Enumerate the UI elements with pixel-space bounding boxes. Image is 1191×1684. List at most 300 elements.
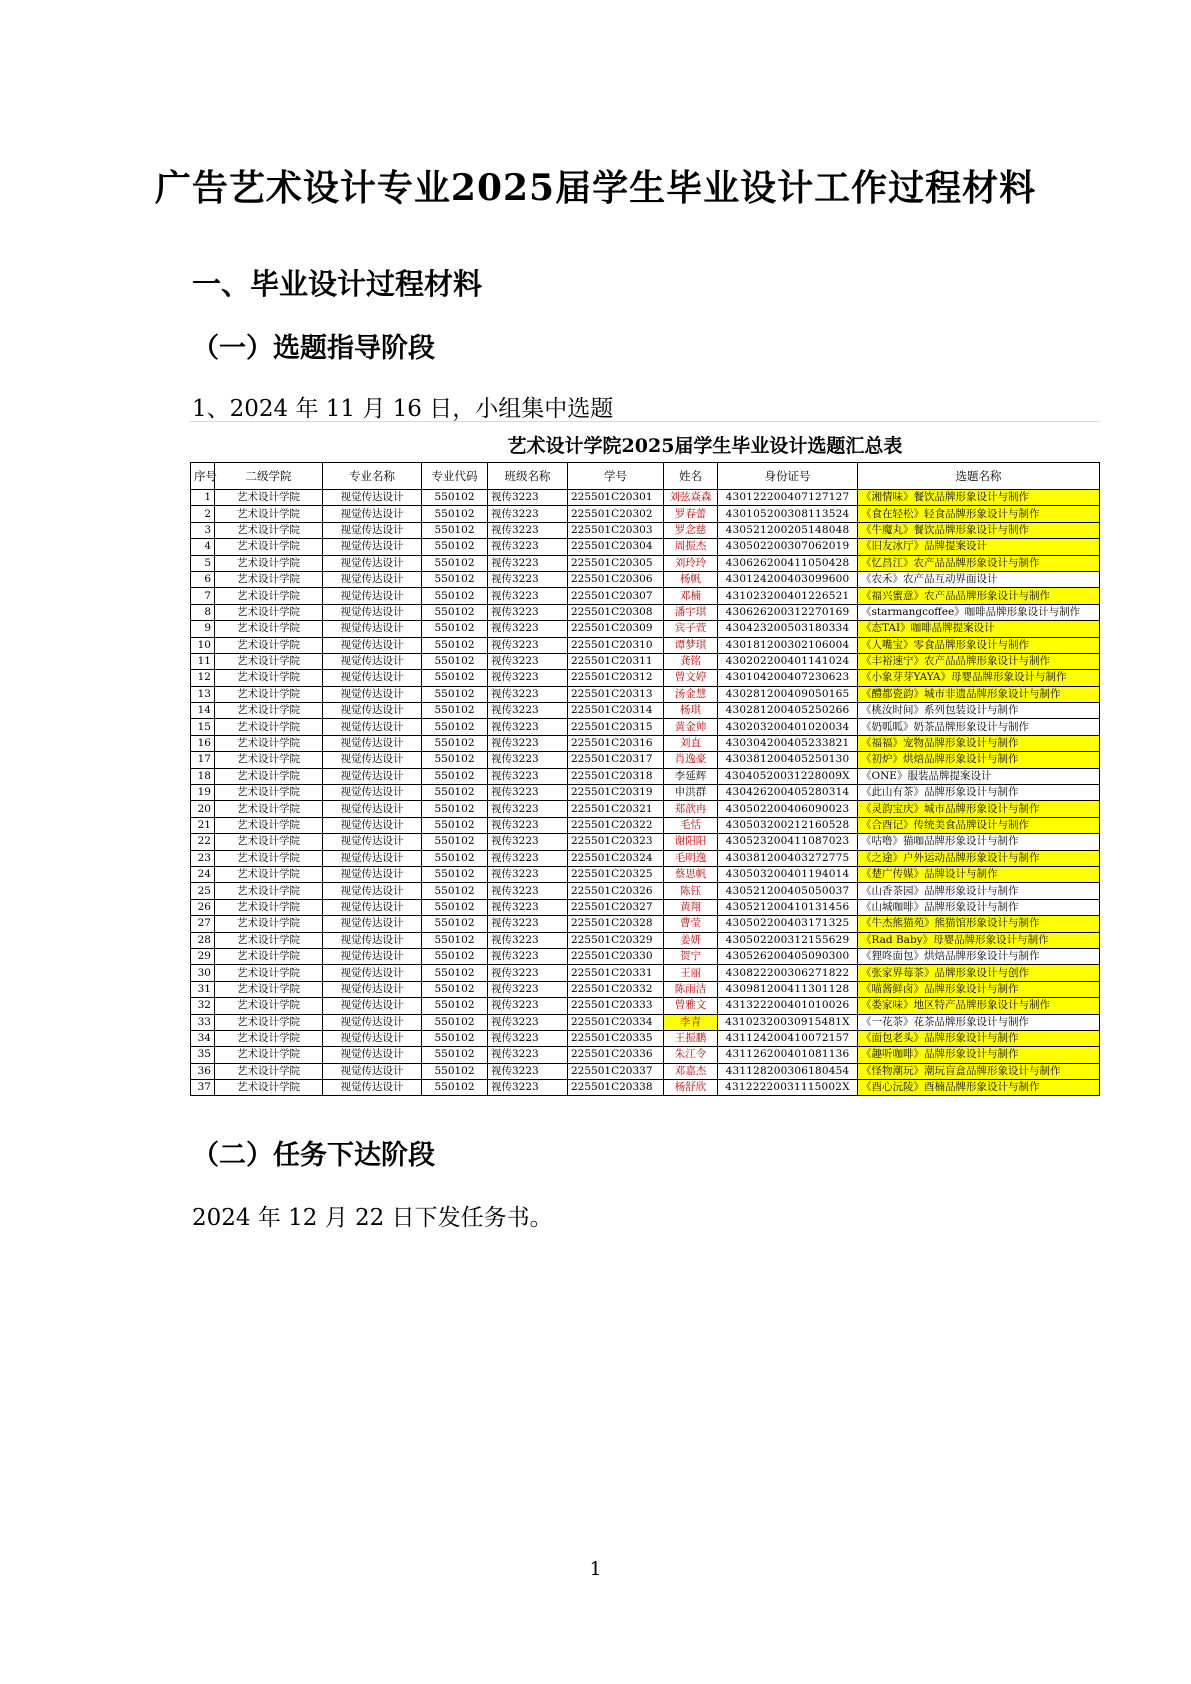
cell-name: 肖逸豪 (664, 752, 718, 768)
header-major: 专业名称 (323, 463, 422, 490)
cell-student-id: 225501C20305 (568, 555, 664, 571)
cell-class: 视传3223 (488, 834, 568, 850)
cell-id-number: 431023200401226521 (718, 588, 858, 604)
cell-no: 1 (191, 490, 215, 506)
cell-topic: 《喵酱鲜卤》品牌形象设计与制作 (858, 981, 1100, 997)
cell-no: 31 (191, 981, 215, 997)
cell-student-id: 225501C20327 (568, 899, 664, 915)
cell-major-code: 550102 (422, 686, 488, 702)
cell-class: 视传3223 (488, 588, 568, 604)
cell-college: 艺术设计学院 (215, 768, 323, 784)
cell-topic: 《ONE》服装品牌提案设计 (858, 768, 1100, 784)
cell-major: 视觉传达设计 (323, 539, 422, 555)
table-row (191, 703, 1100, 719)
cell-class: 视传3223 (488, 686, 568, 702)
cell-student-id: 225501C20323 (568, 834, 664, 850)
cell-student-id: 225501C20308 (568, 604, 664, 620)
cell-college: 艺术设计学院 (215, 490, 323, 506)
cell-no: 14 (191, 703, 215, 719)
section-heading-1: 一、毕业设计过程材料 (192, 267, 483, 301)
cell-major: 视觉传达设计 (323, 850, 422, 866)
cell-class: 视传3223 (488, 801, 568, 817)
cell-major: 视觉传达设计 (323, 1063, 422, 1079)
cell-student-id: 225501C20313 (568, 686, 664, 702)
sheet-top-border (190, 421, 1100, 422)
cell-major: 视觉传达设计 (323, 703, 422, 719)
cell-no: 9 (191, 621, 215, 637)
table-row (191, 834, 1100, 850)
cell-major-code: 550102 (422, 998, 488, 1014)
cell-name: 罗念慈 (664, 522, 718, 538)
cell-class: 视传3223 (488, 899, 568, 915)
cell-no: 22 (191, 834, 215, 850)
cell-no: 30 (191, 965, 215, 981)
cell-no: 32 (191, 998, 215, 1014)
cell-college: 艺术设计学院 (215, 850, 323, 866)
cell-college: 艺术设计学院 (215, 948, 323, 964)
cell-major: 视觉传达设计 (323, 490, 422, 506)
cell-no: 18 (191, 768, 215, 784)
table-row (191, 981, 1100, 997)
header-class: 班级名称 (488, 463, 568, 490)
cell-no: 7 (191, 588, 215, 604)
cell-major-code: 550102 (422, 490, 488, 506)
cell-major: 视觉传达设计 (323, 1080, 422, 1096)
cell-student-id: 225501C20309 (568, 621, 664, 637)
cell-id-number: 430124200403099600 (718, 571, 858, 587)
cell-name: 杨帆 (664, 571, 718, 587)
cell-name: 汤金慧 (664, 686, 718, 702)
cell-no: 10 (191, 637, 215, 653)
table-row (191, 817, 1100, 833)
cell-class: 视传3223 (488, 703, 568, 719)
cell-student-id: 225501C20338 (568, 1080, 664, 1096)
cell-topic: 《福福》宠物品牌形象设计与制作 (858, 735, 1100, 751)
cell-college: 艺术设计学院 (215, 1014, 323, 1030)
cell-college: 艺术设计学院 (215, 522, 323, 538)
table-row (191, 752, 1100, 768)
cell-topic: 《桃汝时间》系列包装设计与制作 (858, 703, 1100, 719)
cell-major-code: 550102 (422, 866, 488, 882)
cell-major-code: 550102 (422, 621, 488, 637)
cell-name: 姜妍 (664, 932, 718, 948)
cell-class: 视传3223 (488, 1014, 568, 1030)
cell-major-code: 550102 (422, 703, 488, 719)
cell-name: 贺宁 (664, 948, 718, 964)
cell-student-id: 225501C20319 (568, 785, 664, 801)
cell-major: 视觉传达设计 (323, 653, 422, 669)
cell-name: 蔡思帆 (664, 866, 718, 882)
header-college: 二级学院 (215, 463, 323, 490)
cell-topic: 《福兴蜜意》农产品品牌形象设计与制作 (858, 588, 1100, 604)
cell-major: 视觉传达设计 (323, 506, 422, 522)
cell-name: 毛恬 (664, 817, 718, 833)
cell-topic: 《此山有茶》品牌形象设计与制作 (858, 785, 1100, 801)
cell-topic: 《农禾》农产品互动界面设计 (858, 571, 1100, 587)
cell-topic: 《山香茶园》品牌形象设计与制作 (858, 883, 1100, 899)
cell-topic: 《一花茶》花茶品牌形象设计与制作 (858, 1014, 1100, 1030)
cell-topic: 《之途》户外运动品牌形象设计与制作 (858, 850, 1100, 866)
cell-student-id: 225501C20326 (568, 883, 664, 899)
cell-student-id: 225501C20330 (568, 948, 664, 964)
cell-student-id: 225501C20311 (568, 653, 664, 669)
cell-class: 视传3223 (488, 1047, 568, 1063)
cell-college: 艺术设计学院 (215, 604, 323, 620)
cell-major: 视觉传达设计 (323, 932, 422, 948)
cell-topic: 《忆昌江》农产品品牌形象设计与制作 (858, 555, 1100, 571)
cell-major-code: 550102 (422, 539, 488, 555)
topic-summary-sheet (190, 421, 1100, 1101)
cell-class: 视传3223 (488, 571, 568, 587)
cell-college: 艺术设计学院 (215, 621, 323, 637)
table-row (191, 686, 1100, 702)
cell-no: 12 (191, 670, 215, 686)
cell-id-number: 430381200403272775 (718, 850, 858, 866)
cell-class: 视传3223 (488, 998, 568, 1014)
cell-college: 艺术设计学院 (215, 506, 323, 522)
cell-student-id: 225501C20314 (568, 703, 664, 719)
cell-name: 曾文婷 (664, 670, 718, 686)
cell-id-number: 431322200401010026 (718, 998, 858, 1014)
cell-class: 视传3223 (488, 1080, 568, 1096)
cell-major: 视觉传达设计 (323, 1014, 422, 1030)
cell-class: 视传3223 (488, 637, 568, 653)
cell-name: 宾子萱 (664, 621, 718, 637)
cell-student-id: 225501C20325 (568, 866, 664, 882)
table-row (191, 571, 1100, 587)
cell-major: 视觉传达设计 (323, 866, 422, 882)
cell-college: 艺术设计学院 (215, 1047, 323, 1063)
header-no: 序号 (191, 463, 215, 490)
cell-student-id: 225501C20301 (568, 490, 664, 506)
cell-major-code: 550102 (422, 1030, 488, 1046)
cell-topic: 《Rad Baby》母婴品牌形象设计与制作 (858, 932, 1100, 948)
cell-topic: 《小象芽芽YAYA》母婴品牌形象设计与制作 (858, 670, 1100, 686)
cell-college: 艺术设计学院 (215, 539, 323, 555)
cell-class: 视传3223 (488, 768, 568, 784)
cell-no: 24 (191, 866, 215, 882)
cell-student-id: 225501C20317 (568, 752, 664, 768)
cell-class: 视传3223 (488, 719, 568, 735)
cell-major: 视觉传达设计 (323, 752, 422, 768)
cell-no: 13 (191, 686, 215, 702)
cell-major: 视觉传达设计 (323, 522, 422, 538)
cell-college: 艺术设计学院 (215, 785, 323, 801)
cell-name: 刘玲玲 (664, 555, 718, 571)
cell-name: 谭梦琪 (664, 637, 718, 653)
cell-class: 视传3223 (488, 670, 568, 686)
topic-summary-table (190, 462, 1100, 1096)
cell-major: 视觉传达设计 (323, 571, 422, 587)
cell-major-code: 550102 (422, 932, 488, 948)
cell-student-id: 225501C20332 (568, 981, 664, 997)
cell-student-id: 225501C20312 (568, 670, 664, 686)
cell-name: 朱江令 (664, 1047, 718, 1063)
cell-id-number: 430502200403171325 (718, 916, 858, 932)
table-row (191, 850, 1100, 866)
cell-major: 视觉传达设计 (323, 1030, 422, 1046)
cell-class: 视传3223 (488, 866, 568, 882)
cell-student-id: 225501C20322 (568, 817, 664, 833)
cell-no: 11 (191, 653, 215, 669)
cell-class: 视传3223 (488, 981, 568, 997)
cell-class: 视传3223 (488, 653, 568, 669)
document-title: 广告艺术设计专业2025届学生毕业设计工作过程材料 (154, 167, 1037, 209)
cell-no: 20 (191, 801, 215, 817)
cell-id-number: 430521200410131456 (718, 899, 858, 915)
cell-id-number: 430304200405233821 (718, 735, 858, 751)
table-row (191, 1063, 1100, 1079)
cell-name: 龚铭 (664, 653, 718, 669)
cell-name: 曹莹 (664, 916, 718, 932)
cell-major: 视觉传达设计 (323, 948, 422, 964)
cell-id-number: 430822200306271822 (718, 965, 858, 981)
cell-student-id: 225501C20321 (568, 801, 664, 817)
cell-no: 23 (191, 850, 215, 866)
cell-college: 艺术设计学院 (215, 735, 323, 751)
cell-college: 艺术设计学院 (215, 1030, 323, 1046)
cell-no: 21 (191, 817, 215, 833)
cell-major-code: 550102 (422, 801, 488, 817)
table-row (191, 1014, 1100, 1030)
cell-name: 刘直 (664, 735, 718, 751)
table-row (191, 637, 1100, 653)
cell-id-number: 43102320030915481X (718, 1014, 858, 1030)
cell-id-number: 430981200411301128 (718, 981, 858, 997)
cell-major: 视觉传达设计 (323, 735, 422, 751)
cell-id-number: 431126200401081136 (718, 1047, 858, 1063)
cell-name: 李延辉 (664, 768, 718, 784)
table-row (191, 768, 1100, 784)
cell-major-code: 550102 (422, 604, 488, 620)
table-row (191, 1030, 1100, 1046)
cell-name: 邓楠 (664, 588, 718, 604)
table-row (191, 998, 1100, 1014)
cell-topic: 《面包老头》品牌形象设计与制作 (858, 1030, 1100, 1046)
cell-major: 视觉传达设计 (323, 785, 422, 801)
cell-name: 谢阳阳 (664, 834, 718, 850)
header-topic: 选题名称 (858, 463, 1100, 490)
cell-no: 37 (191, 1080, 215, 1096)
cell-major-code: 550102 (422, 850, 488, 866)
cell-topic: 《张家界莓茶》品牌形象设计与创作 (858, 965, 1100, 981)
cell-no: 6 (191, 571, 215, 587)
cell-topic: 《酉心沅陵》酉楠品牌形象设计与制作 (858, 1080, 1100, 1096)
cell-id-number: 430521200405050037 (718, 883, 858, 899)
cell-topic: 《旧友冰厅》品牌提案设计 (858, 539, 1100, 555)
cell-major: 视觉传达设计 (323, 555, 422, 571)
cell-student-id: 225501C20329 (568, 932, 664, 948)
cell-id-number: 430122200407127127 (718, 490, 858, 506)
cell-no: 25 (191, 883, 215, 899)
cell-major-code: 550102 (422, 916, 488, 932)
cell-college: 艺术设计学院 (215, 670, 323, 686)
cell-major-code: 550102 (422, 1063, 488, 1079)
cell-id-number: 43122220031115002X (718, 1080, 858, 1096)
cell-topic: 《咕噜》猫咖品牌形象设计与制作 (858, 834, 1100, 850)
cell-topic: 《楚广传媒》品牌设计与制作 (858, 866, 1100, 882)
cell-major-code: 550102 (422, 1080, 488, 1096)
cell-topic: 《态TAI》咖啡品牌提案设计 (858, 621, 1100, 637)
cell-class: 视传3223 (488, 817, 568, 833)
page-number: 1 (589, 1558, 602, 1580)
cell-college: 艺术设计学院 (215, 817, 323, 833)
cell-id-number: 431124200410072157 (718, 1030, 858, 1046)
cell-id-number: 43040520031228009X (718, 768, 858, 784)
cell-major-code: 550102 (422, 899, 488, 915)
cell-college: 艺术设计学院 (215, 932, 323, 948)
cell-class: 视传3223 (488, 539, 568, 555)
cell-student-id: 225501C20304 (568, 539, 664, 555)
cell-major-code: 550102 (422, 1014, 488, 1030)
cell-student-id: 225501C20307 (568, 588, 664, 604)
cell-id-number: 430104200407230623 (718, 670, 858, 686)
cell-id-number: 430502200406090023 (718, 801, 858, 817)
cell-student-id: 225501C20315 (568, 719, 664, 735)
cell-name: 杨舒欣 (664, 1080, 718, 1096)
cell-id-number: 430526200405090300 (718, 948, 858, 964)
cell-major: 视觉传达设计 (323, 883, 422, 899)
table-row (191, 604, 1100, 620)
cell-major-code: 550102 (422, 965, 488, 981)
cell-class: 视传3223 (488, 932, 568, 948)
cell-topic: 《怪物潮玩》潮玩盲盒品牌形象设计与制作 (858, 1063, 1100, 1079)
cell-major: 视觉传达设计 (323, 965, 422, 981)
cell-topic: 《山城咖啡》品牌形象设计与制作 (858, 899, 1100, 915)
cell-major: 视觉传达设计 (323, 998, 422, 1014)
cell-major-code: 550102 (422, 817, 488, 833)
table-row (191, 948, 1100, 964)
cell-college: 艺术设计学院 (215, 637, 323, 653)
cell-name: 陈雨洁 (664, 981, 718, 997)
cell-college: 艺术设计学院 (215, 998, 323, 1014)
cell-major: 视觉传达设计 (323, 916, 422, 932)
table-row (191, 965, 1100, 981)
subsection-heading-topic-selection: （一）选题指导阶段 (192, 333, 435, 364)
table-row (191, 801, 1100, 817)
cell-major-code: 550102 (422, 522, 488, 538)
cell-name: 曾雅文 (664, 998, 718, 1014)
cell-major: 视觉传达设计 (323, 670, 422, 686)
cell-class: 视传3223 (488, 522, 568, 538)
cell-major: 视觉传达设计 (323, 834, 422, 850)
cell-topic: 《丰裕速宁》农产品品牌形象设计与制作 (858, 653, 1100, 669)
cell-class: 视传3223 (488, 735, 568, 751)
cell-college: 艺术设计学院 (215, 571, 323, 587)
table-row (191, 621, 1100, 637)
cell-major-code: 550102 (422, 752, 488, 768)
cell-college: 艺术设计学院 (215, 686, 323, 702)
cell-class: 视传3223 (488, 1030, 568, 1046)
cell-student-id: 225501C20302 (568, 506, 664, 522)
table-row (191, 522, 1100, 538)
cell-no: 36 (191, 1063, 215, 1079)
table-row (191, 866, 1100, 882)
cell-major: 视觉传达设计 (323, 768, 422, 784)
table-row (191, 719, 1100, 735)
cell-topic: 《初炉》烘焙品牌形象设计与制作 (858, 752, 1100, 768)
cell-no: 4 (191, 539, 215, 555)
cell-class: 视传3223 (488, 490, 568, 506)
cell-student-id: 225501C20331 (568, 965, 664, 981)
cell-class: 视传3223 (488, 916, 568, 932)
cell-topic: 《人嘴宝》零食品牌形象设计与制作 (858, 637, 1100, 653)
table-row (191, 899, 1100, 915)
cell-name: 罗春蕾 (664, 506, 718, 522)
table-row (191, 653, 1100, 669)
cell-no: 34 (191, 1030, 215, 1046)
cell-major: 视觉传达设计 (323, 981, 422, 997)
cell-class: 视传3223 (488, 752, 568, 768)
cell-no: 16 (191, 735, 215, 751)
cell-major: 视觉传达设计 (323, 899, 422, 915)
cell-topic: 《狸咚面包》烘焙品牌形象设计与制作 (858, 948, 1100, 964)
cell-id-number: 430626200411050428 (718, 555, 858, 571)
cell-student-id: 225501C20336 (568, 1047, 664, 1063)
cell-topic: 《娄家味》地区特产品牌形象设计与制作 (858, 998, 1100, 1014)
cell-topic: 《食在轻松》轻食品牌形象设计与制作 (858, 506, 1100, 522)
cell-id-number: 430523200411087023 (718, 834, 858, 850)
cell-id-number: 430503200212160528 (718, 817, 858, 833)
cell-no: 26 (191, 899, 215, 915)
cell-class: 视传3223 (488, 850, 568, 866)
cell-major-code: 550102 (422, 571, 488, 587)
cell-id-number: 430203200401020034 (718, 719, 858, 735)
cell-no: 2 (191, 506, 215, 522)
cell-class: 视传3223 (488, 948, 568, 964)
cell-college: 艺术设计学院 (215, 801, 323, 817)
cell-student-id: 225501C20328 (568, 916, 664, 932)
cell-student-id: 225501C20334 (568, 1014, 664, 1030)
cell-major-code: 550102 (422, 653, 488, 669)
cell-class: 视传3223 (488, 883, 568, 899)
table-header-row (191, 463, 1100, 490)
table-row (191, 1080, 1100, 1096)
cell-name: 周振杰 (664, 539, 718, 555)
cell-name: 潘宇琪 (664, 604, 718, 620)
sheet-title: 艺术设计学院2025届学生毕业设计选题汇总表 (507, 435, 903, 457)
cell-id-number: 430521200205148048 (718, 522, 858, 538)
cell-student-id: 225501C20318 (568, 768, 664, 784)
cell-major: 视觉传达设计 (323, 604, 422, 620)
cell-name: 申洪群 (664, 785, 718, 801)
cell-student-id: 225501C20324 (568, 850, 664, 866)
cell-topic: 《奶呱呱》奶茶品牌形象设计与制作 (858, 719, 1100, 735)
cell-major-code: 550102 (422, 948, 488, 964)
table-row (191, 883, 1100, 899)
cell-major-code: 550102 (422, 588, 488, 604)
cell-major-code: 550102 (422, 1047, 488, 1063)
table-row (191, 506, 1100, 522)
cell-no: 35 (191, 1047, 215, 1063)
cell-major-code: 550102 (422, 883, 488, 899)
cell-major-code: 550102 (422, 981, 488, 997)
cell-student-id: 225501C20337 (568, 1063, 664, 1079)
cell-college: 艺术设计学院 (215, 1080, 323, 1096)
cell-college: 艺术设计学院 (215, 916, 323, 932)
cell-college: 艺术设计学院 (215, 834, 323, 850)
cell-major-code: 550102 (422, 785, 488, 801)
cell-id-number: 430181200302106004 (718, 637, 858, 653)
cell-id-number: 430281200409050165 (718, 686, 858, 702)
cell-college: 艺术设计学院 (215, 653, 323, 669)
cell-no: 29 (191, 948, 215, 964)
cell-college: 艺术设计学院 (215, 866, 323, 882)
cell-class: 视传3223 (488, 621, 568, 637)
cell-major-code: 550102 (422, 834, 488, 850)
cell-id-number: 430503200401194014 (718, 866, 858, 882)
header-name: 姓名 (664, 463, 718, 490)
